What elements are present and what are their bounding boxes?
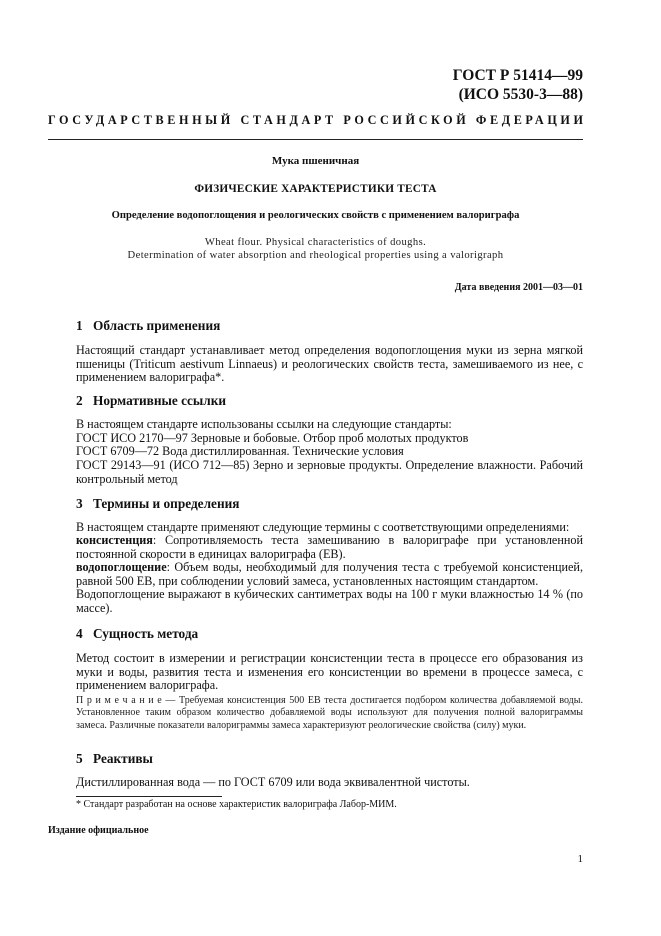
section-1-heading xyxy=(76,318,220,334)
section-5-text: Дистиллированная вода — по ГОСТ 6709 или вода эквивалентной чистоты. xyxy=(76,775,470,789)
reference-gost-iso-2170: ГОСТ ИСО 2170—97 Зерновые и бобовые. Отбор проб молотых продуктов xyxy=(76,431,469,445)
title-english-line-2: Determination of water absorption and rheological properties using a valorigraph xyxy=(127,249,504,261)
effective-date: Дата введения 2001—03—01 xyxy=(454,282,583,293)
section-2-intro: В настоящем стандарте использованы ссылки на следующие стандарты: xyxy=(76,417,452,431)
section-3-heading xyxy=(76,496,239,512)
standard-number-block xyxy=(453,66,583,104)
term-consistency-label: консистенция xyxy=(76,533,153,547)
section-3-number: 3 xyxy=(76,496,83,511)
title-product: Мука пшеничная xyxy=(271,155,360,167)
section-4-text: Метод состоит в измерении и регистрации консистенции теста в процессе его образования из муки и воды, развития теста и изменения его консистенции во времени в процессе замеса, с применением валориграфа. xyxy=(76,651,583,692)
section-2-title: Нормативные ссылки xyxy=(93,393,227,408)
title-english xyxy=(48,237,583,262)
section-1-paragraph: Настоящий стандарт устанавливает метод определения водопоглощения муки из зерна мягкой пшеницы (Triticum aestivum Linnaeus) и реологических свойств теста, замешиваемого из нее, с применением валориграфа*. xyxy=(76,343,583,384)
section-5-number: 5 xyxy=(76,751,83,766)
section-4-note xyxy=(76,695,583,732)
section-3-title: Термины и определения xyxy=(93,496,240,511)
section-4-title: Сущность метода xyxy=(93,626,199,641)
section-1-number: 1 xyxy=(76,318,83,333)
header-rule xyxy=(48,139,583,140)
section-1-text xyxy=(76,344,583,385)
reference-gost-29143: ГОСТ 29143—91 (ИСО 712—85) Зерно и зерновые продукты. Определение влажности. Рабочий контрольный метод xyxy=(76,458,583,486)
term-consistency-definition: : Сопротивляемость теста замешиванию в валориграфе при установленной постоянной скорости в единицах валориграфа (ЕВ). xyxy=(76,533,583,561)
title-subtitle: Определение водопоглощения и реологических свойств с применением валориграфа xyxy=(111,210,520,221)
section-2-heading xyxy=(76,393,226,409)
term-water-absorption-label: водопоглощение xyxy=(76,560,167,574)
section-5-title: Реактивы xyxy=(93,751,153,766)
reference-gost-6709: ГОСТ 6709—72 Вода дистиллированная. Технические условия xyxy=(76,444,404,458)
section-3-text: Водопоглощение выражают в кубических сантиметрах воды на 100 г муки влажностью 14 % (по массе). xyxy=(76,587,583,615)
footnote: * Стандарт разработан на основе характеристик валориграфа Лабор-МИМ. xyxy=(76,799,397,810)
standard-number: ГОСТ Р 51414—99 xyxy=(452,67,583,84)
note-label: П р и м е ч а н и е xyxy=(76,695,162,706)
title-english-line-1: Wheat flour. Physical characteristics of doughs. xyxy=(204,237,427,248)
term-water-absorption-definition: : Объем воды, необходимый для получения теста с требуемой консистенцией, равной 500 ЕВ, при соблюдении условий замеса, установленных настоящим стандартом. xyxy=(76,560,583,588)
page-number: 1 xyxy=(577,853,583,865)
footnote-rule xyxy=(76,796,222,797)
iso-number: (ИСО 5530-3—88) xyxy=(458,86,583,103)
title-main: ФИЗИЧЕСКИЕ ХАРАКТЕРИСТИКИ ТЕСТА xyxy=(194,183,437,195)
section-4-number: 4 xyxy=(76,626,83,641)
note-text: — Требуемая консистенция 500 ЕВ теста достигается подбором количества добавляемой воды. Установленное таким образом количество добавляемой воды используют для получения полной валориграммы замеса. Различные показатели валориграммы замеса характеризуют реологические свойства (силу) муки. xyxy=(76,695,583,731)
section-4-heading xyxy=(76,626,198,642)
term-consistency xyxy=(76,534,583,561)
state-standard-heading: ГОСУДАРСТВЕННЫЙ СТАНДАРТ РОССИЙСКОЙ ФЕДЕРАЦИИ xyxy=(48,113,587,127)
term-water-absorption xyxy=(76,561,583,588)
section-1-title: Область применения xyxy=(93,318,221,333)
edition-label: Издание официальное xyxy=(48,825,149,836)
section-2-number: 2 xyxy=(76,393,83,408)
section-5-heading xyxy=(76,751,153,767)
section-3-intro: В настоящем стандарте применяют следующие термины с соответствующими определениями: xyxy=(76,520,570,534)
